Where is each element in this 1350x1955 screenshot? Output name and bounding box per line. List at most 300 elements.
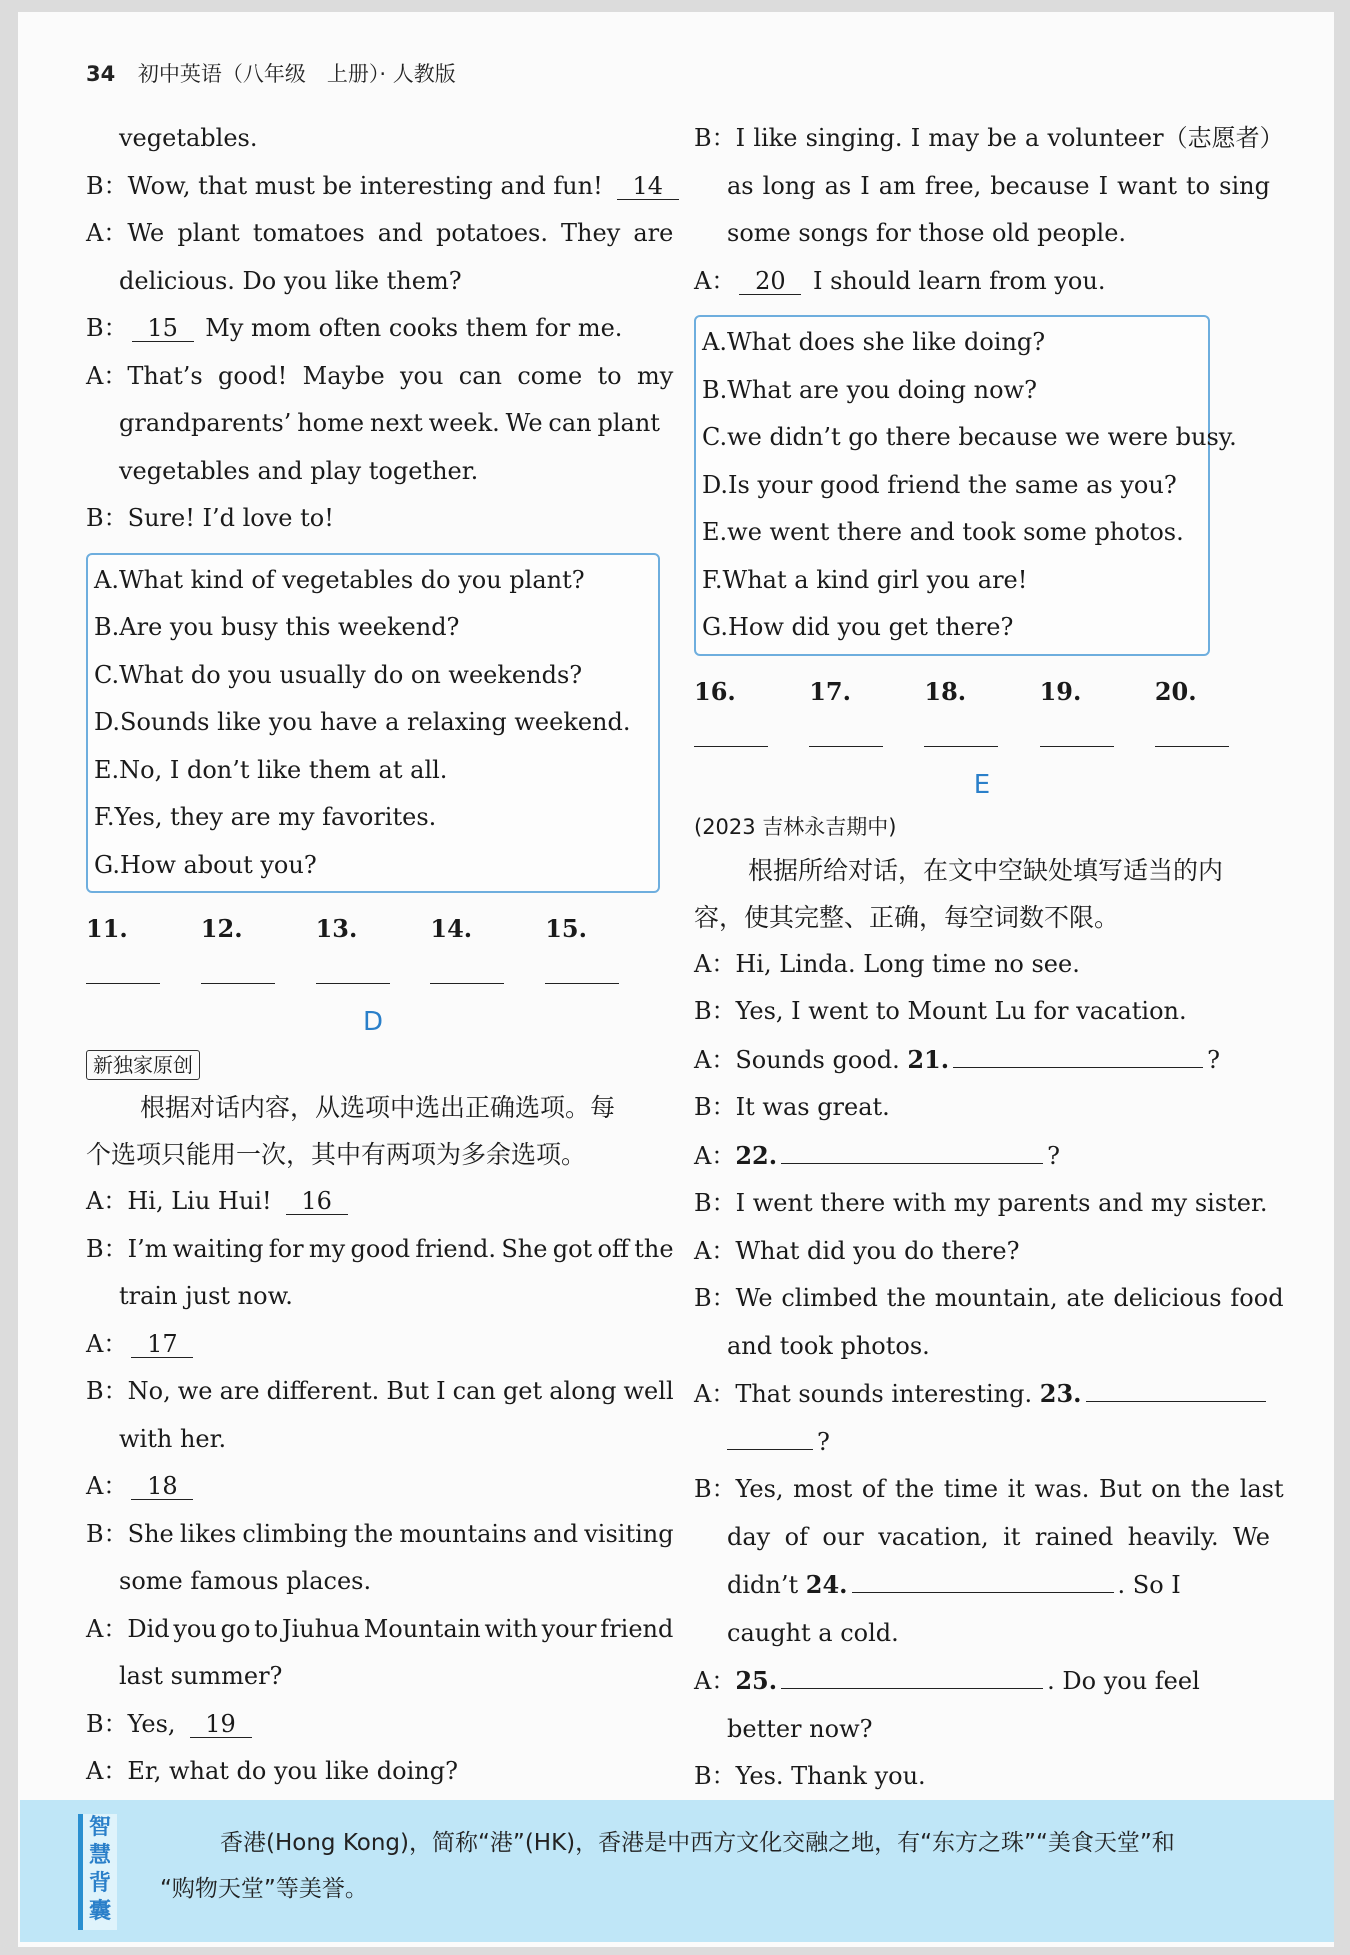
word: to <box>597 361 622 390</box>
speaker-label: B： <box>86 1234 128 1263</box>
fill-blank <box>781 1163 1043 1164</box>
word: We <box>1233 1522 1270 1551</box>
speaker-label: B： <box>86 171 128 200</box>
word: well <box>623 1377 674 1405</box>
word: waiting <box>172 1234 264 1263</box>
word: good <box>350 1234 411 1263</box>
word: because <box>990 171 1090 200</box>
options-box-d <box>694 315 1237 656</box>
word: vacation, <box>878 1522 989 1551</box>
word: come <box>517 361 583 390</box>
dialogue-line <box>694 1610 1270 1658</box>
answer-blank: 15 <box>132 315 194 342</box>
dialogue-text: didn’t <box>727 1571 806 1599</box>
word: can <box>452 1377 496 1405</box>
word: next <box>369 409 423 437</box>
word: heavily. <box>1127 1522 1219 1551</box>
dialogue-text: Er, what do you like doing? <box>127 1757 458 1785</box>
speaker-label: B： <box>694 124 736 152</box>
tip-line-2: “购物天堂”等美誉。 <box>160 1876 368 1902</box>
answer-line <box>1155 720 1229 747</box>
word: like <box>753 124 798 152</box>
dialogue-line <box>694 1419 1270 1467</box>
speaker-label: B： <box>694 1284 736 1312</box>
answer-blank: 16 <box>286 1188 348 1215</box>
book-title: 初中英语（八年级 上册）· 人教版 <box>137 62 456 86</box>
word: day <box>727 1522 771 1551</box>
dialogue-text: and took photos. <box>727 1331 930 1360</box>
dialogue-line <box>86 1368 674 1416</box>
dialogue-line <box>694 1323 1270 1371</box>
speaker-label: B： <box>694 1093 736 1121</box>
answer-slot <box>430 905 545 1000</box>
word: plant <box>177 219 240 247</box>
word: for <box>268 1234 304 1263</box>
fill-blank-continued <box>727 1449 813 1450</box>
line-tail: ? <box>817 1427 830 1456</box>
word: of <box>784 1522 808 1551</box>
answer-line <box>809 720 883 747</box>
page-header <box>86 58 456 88</box>
word: home <box>297 409 365 437</box>
dialogue-c-tail <box>86 115 674 543</box>
speaker-label: B： <box>86 1377 128 1405</box>
dialogue-line <box>694 115 1284 163</box>
dialogue-text: Yes, I went to Mount Lu for vacation. <box>735 997 1187 1025</box>
word: and <box>532 1519 579 1548</box>
word: long <box>762 171 816 200</box>
answer-blank: 14 <box>617 173 679 200</box>
option-item: A.What kind of vegetables do you plant? <box>94 565 585 594</box>
word: got <box>552 1234 593 1263</box>
original-tag: 新独家原创 <box>86 1050 200 1080</box>
tip-footer <box>20 1800 1334 1942</box>
word: potatoes. <box>435 219 548 247</box>
dialogue-text: Hi, Liu Hui! <box>127 1187 272 1215</box>
dialogue-text <box>127 1606 673 1654</box>
dialogue-line <box>86 1416 660 1464</box>
word: tomatoes <box>252 219 365 247</box>
dialogue-text: last summer? <box>119 1662 283 1690</box>
dialogue-line <box>694 1561 1270 1610</box>
word: visiting <box>584 1519 674 1548</box>
option-item: E.No, I don’t like them at all. <box>94 755 448 784</box>
word: friend <box>600 1614 674 1643</box>
word: week. <box>428 409 500 437</box>
word: may <box>928 124 980 152</box>
dialogue-text: I went there with my parents and my sister. <box>735 1189 1268 1217</box>
dialogue-line <box>694 1753 1270 1801</box>
dialogue-text: That sounds interesting. <box>735 1380 1040 1408</box>
answer-number: 20. <box>1154 676 1197 706</box>
dialogue-text <box>128 1368 674 1416</box>
word: singing. <box>805 124 903 152</box>
dialogue-text: better now? <box>727 1714 873 1743</box>
dialogue-line <box>86 210 674 258</box>
fill-blank <box>781 1688 1043 1689</box>
word: I <box>910 124 921 152</box>
word: as <box>824 171 852 200</box>
dialogue-line <box>86 1606 674 1654</box>
dialogue-line <box>86 1463 660 1511</box>
dialogue-line <box>694 258 1270 306</box>
word: time <box>943 1475 999 1503</box>
word: That’s <box>127 361 203 390</box>
word: Yes, <box>735 1475 784 1503</box>
dialogue-line <box>86 1653 660 1701</box>
section-d-instruction-1: 根据对话内容，从选项中选出正确选项。每 <box>140 1093 616 1122</box>
dialogue-text <box>727 1514 1270 1562</box>
section-d-letter: D <box>362 1007 384 1037</box>
speaker-label: A： <box>86 1472 128 1500</box>
line-tail: ? <box>1047 1141 1060 1170</box>
option-item: B.Are you busy this weekend? <box>94 613 460 641</box>
dialogue-text: vegetables and play together. <box>119 456 479 485</box>
word: the <box>353 1519 394 1548</box>
answer-slot <box>1155 668 1270 763</box>
dialogue-line <box>86 305 660 353</box>
speaker-label: A： <box>694 949 736 978</box>
word: friend. <box>415 1234 497 1263</box>
dialogue-line <box>694 941 1270 989</box>
dialogue-line <box>694 1180 1270 1228</box>
dialogue-line <box>86 163 663 211</box>
source-note: (2023 吉林永吉期中) <box>694 814 897 839</box>
tip-badge: 智慧背囊 <box>78 1814 117 1930</box>
word: climbing <box>242 1519 348 1548</box>
answer-blanks-d <box>694 668 1270 763</box>
speaker-label: A： <box>694 1667 736 1695</box>
dialogue-text: Sure! I’d love to! <box>127 504 334 532</box>
dialogue-line <box>694 1084 1270 1132</box>
word: free, <box>924 171 982 200</box>
word: off <box>597 1234 629 1263</box>
word: I <box>1098 171 1109 200</box>
speaker-label: B： <box>86 1709 128 1738</box>
word: can <box>458 361 503 390</box>
question-number: 25. <box>735 1666 778 1695</box>
dialogue-line <box>86 1701 660 1749</box>
question-number: 23. <box>1039 1379 1082 1408</box>
dialogue-text <box>119 400 660 448</box>
option-item: D.Is your good friend the same as you? <box>702 470 1177 499</box>
word: rained <box>1034 1522 1114 1551</box>
speaker-label: A： <box>694 1236 736 1265</box>
word: mountain, <box>934 1284 1058 1312</box>
dialogue-line <box>86 353 674 401</box>
option-item: G.How about you? <box>94 850 317 879</box>
word: your <box>541 1614 597 1643</box>
dialogue-line <box>694 1370 1270 1419</box>
option-item: D.Sounds like you have a relaxing weekend. <box>94 708 631 736</box>
dialogue-line <box>86 448 660 496</box>
dialogue-text: vegetables. <box>119 124 258 152</box>
dialogue-text <box>127 210 673 258</box>
dialogue-line <box>86 1321 660 1369</box>
answer-slot <box>694 668 809 763</box>
dialogue-line <box>694 1466 1284 1514</box>
answer-line <box>545 957 619 984</box>
dialogue-d <box>86 1178 674 1796</box>
question-number: 24. <box>805 1570 848 1599</box>
answer-blank: 20 <box>739 268 801 295</box>
answer-slot <box>201 905 316 1000</box>
dialogue-line <box>86 1558 660 1606</box>
answer-line <box>86 957 160 984</box>
word: We <box>505 409 543 437</box>
dialogue-line <box>86 400 660 448</box>
option-item: C.What do you usually do on weekends? <box>94 660 583 689</box>
word: as <box>727 171 754 200</box>
answer-line <box>201 957 275 984</box>
options-box-c <box>86 553 660 894</box>
dialogue-text: What did you do there? <box>735 1236 1020 1265</box>
word: a <box>1024 124 1040 152</box>
line-tail: . So I <box>1117 1571 1181 1599</box>
tip-text <box>160 1820 1300 1912</box>
dialogue-text: train just now. <box>119 1282 293 1310</box>
answer-line <box>1040 720 1114 747</box>
dialogue-text <box>128 1226 674 1274</box>
answer-number: 11. <box>86 914 128 943</box>
dialogue-line <box>694 1275 1284 1323</box>
word: my <box>636 361 674 390</box>
answer-slot <box>924 668 1039 763</box>
word: But <box>386 1377 430 1405</box>
answer-blank: 18 <box>131 1473 193 1500</box>
word: I <box>436 1377 446 1405</box>
word: was. <box>1034 1475 1090 1503</box>
speaker-label: B： <box>694 1762 736 1790</box>
word: plant <box>597 409 660 437</box>
dialogue-line <box>694 163 1270 211</box>
word: to <box>1186 171 1211 200</box>
page-number: 34 <box>86 62 116 86</box>
word: with <box>484 1614 538 1643</box>
answer-line <box>316 957 390 984</box>
dialogue-e <box>694 941 1284 1801</box>
answer-slot <box>1040 668 1155 763</box>
speaker-label: A： <box>86 361 128 390</box>
dialogue-text: It was great. <box>735 1093 890 1121</box>
answer-line <box>694 720 768 747</box>
option-item: C.we didn’t go there because we were busy. <box>702 423 1237 451</box>
word: grandparents’ <box>119 409 292 437</box>
answer-slot <box>86 905 201 1000</box>
word: We <box>127 219 165 247</box>
dialogue-line <box>86 1273 660 1321</box>
word: and <box>377 219 423 247</box>
fill-blank <box>953 1067 1203 1068</box>
dialogue-line <box>86 495 660 543</box>
word: sing <box>1219 171 1270 200</box>
word: mountains <box>399 1519 527 1548</box>
word: But <box>1098 1475 1142 1503</box>
word: I’m <box>127 1234 168 1263</box>
word: They <box>561 219 621 247</box>
word: volunteer（志愿者） <box>1047 124 1284 152</box>
dialogue-text: Yes, <box>127 1709 176 1738</box>
word: the <box>886 1284 926 1312</box>
dialogue-line <box>694 1657 1270 1706</box>
speaker-label: A： <box>694 1380 736 1408</box>
word: No, <box>127 1377 171 1405</box>
dialogue-text: Wow, that must be interesting and fun! <box>127 171 603 200</box>
dialogue-text: some famous places. <box>119 1567 372 1595</box>
answer-number: 14. <box>430 914 473 943</box>
word: We <box>735 1284 773 1312</box>
answer-number: 12. <box>200 914 243 943</box>
fill-blank <box>1086 1401 1266 1402</box>
option-item: F.Yes, they are my favorites. <box>94 803 437 831</box>
word: ate <box>1066 1284 1105 1312</box>
word: be <box>987 124 1017 152</box>
answer-blank: 17 <box>131 1331 193 1358</box>
section-e-letter: E <box>973 769 991 800</box>
option-item: G.How did you get there? <box>702 613 1014 641</box>
answer-slot <box>545 905 660 1000</box>
word: to <box>254 1614 279 1643</box>
word: go <box>220 1614 251 1643</box>
dialogue-line <box>86 1511 674 1559</box>
word: Did <box>127 1614 170 1643</box>
dialogue-line <box>86 1178 660 1226</box>
word: want <box>1117 171 1178 200</box>
word: along <box>549 1377 617 1405</box>
word: last <box>1239 1475 1284 1503</box>
word: can <box>548 409 592 437</box>
word: are <box>633 219 674 247</box>
section-e-instruction-1: 根据所给对话，在文中空缺处填写适当的内 <box>748 855 1224 885</box>
question-number: 21. <box>907 1044 950 1074</box>
word: my <box>308 1234 346 1263</box>
speaker-label: B： <box>86 314 128 342</box>
word: delicious <box>1113 1284 1222 1312</box>
word: of <box>861 1475 886 1503</box>
option-item: F.What a kind girl you are! <box>702 565 1028 594</box>
dialogue-text <box>127 353 673 401</box>
tip-line-1: 香港(Hong Kong)，简称“港”(HK)，香港是中西方文化交融之地，有“东方之珠”“美食天堂”和 <box>220 1830 1175 1856</box>
dialogue-text: I should learn from you. <box>805 266 1106 295</box>
speaker-label: A： <box>86 1614 128 1643</box>
word: good! <box>218 361 288 390</box>
speaker-label: B： <box>694 1475 736 1503</box>
speaker-label: A： <box>86 219 128 247</box>
question-number: 22. <box>735 1140 778 1170</box>
dialogue-line <box>86 1748 660 1796</box>
word: different. <box>266 1377 380 1405</box>
word: it <box>1007 1475 1025 1503</box>
word: am <box>878 171 916 200</box>
word: Mountain <box>363 1614 481 1643</box>
word: Maybe <box>302 361 385 390</box>
line-tail: ? <box>1207 1045 1220 1074</box>
speaker-label: B： <box>694 997 736 1025</box>
answer-line <box>924 720 998 747</box>
word: we <box>177 1377 213 1405</box>
answer-blank: 19 <box>190 1711 252 1738</box>
dialogue-text <box>736 115 1284 163</box>
answer-number: 15. <box>545 914 587 943</box>
word: you <box>400 361 444 390</box>
dialogue-line <box>694 1036 1270 1085</box>
section-d-instruction-2: 个选项只能用一次，其中有两项为多余选项。 <box>86 1140 587 1169</box>
word: She <box>501 1234 548 1263</box>
answer-blanks-c <box>86 905 660 1000</box>
option-item: B.What are you doing now? <box>702 375 1037 404</box>
dialogue-line <box>694 1706 1270 1754</box>
speaker-label: A： <box>86 1187 128 1215</box>
speaker-label: A： <box>86 1329 128 1358</box>
dialogue-line <box>694 210 1270 258</box>
dialogue-text: Yes. Thank you. <box>735 1762 926 1790</box>
word: are <box>219 1377 260 1405</box>
word: Jiuhua <box>282 1614 360 1643</box>
speaker-label: B： <box>86 504 128 532</box>
word: food <box>1230 1284 1284 1312</box>
line-tail: . Do you feel <box>1047 1667 1200 1695</box>
word: the <box>634 1234 674 1263</box>
word: climbed <box>781 1284 878 1312</box>
answer-number: 16. <box>694 676 736 706</box>
dialogue-text: My mom often cooks them for me. <box>197 314 623 342</box>
dialogue-line <box>694 1132 1270 1181</box>
right-column <box>694 115 1284 1801</box>
word: the <box>894 1475 935 1503</box>
word: the <box>1190 1475 1231 1503</box>
word: I <box>735 124 746 152</box>
speaker-label: A： <box>86 1757 128 1785</box>
dialogue-text: Hi, Linda. Long time no see. <box>735 949 1080 978</box>
dialogue-line <box>86 1226 674 1274</box>
dialogue-line <box>86 115 660 163</box>
word: our <box>822 1522 864 1551</box>
speaker-label: A： <box>694 1141 736 1170</box>
answer-number: 18. <box>924 676 967 706</box>
answer-number: 17. <box>809 676 851 706</box>
word: on <box>1151 1475 1182 1503</box>
word: She <box>127 1519 174 1548</box>
speaker-label: A： <box>694 266 736 295</box>
answer-number: 13. <box>315 914 358 943</box>
option-item: E.we went there and took some photos. <box>702 518 1184 546</box>
word: get <box>502 1377 543 1405</box>
dialogue-d-tail <box>694 115 1284 305</box>
dialogue-text <box>736 1275 1284 1323</box>
word: you <box>173 1614 217 1643</box>
dialogue-text: delicious. Do you like them? <box>119 266 462 295</box>
answer-line <box>430 957 504 984</box>
word: I <box>860 171 870 200</box>
option-item: A.What does she like doing? <box>702 328 1046 356</box>
word: most <box>793 1475 853 1503</box>
dialogue-text: Sounds good. <box>735 1045 908 1074</box>
dialogue-text: caught a cold. <box>727 1618 899 1647</box>
speaker-label: B： <box>86 1519 128 1548</box>
answer-slot <box>809 668 924 763</box>
dialogue-text <box>727 163 1270 211</box>
fill-blank <box>852 1592 1114 1593</box>
dialogue-text: with her. <box>119 1424 227 1453</box>
dialogue-line <box>694 1514 1270 1562</box>
dialogue-text: some songs for those old people. <box>727 219 1127 247</box>
speaker-label: B： <box>694 1189 736 1217</box>
word: it <box>1003 1522 1021 1551</box>
dialogue-line <box>86 258 660 306</box>
dialogue-text <box>128 1511 674 1559</box>
dialogue-line <box>694 1228 1270 1276</box>
word: likes <box>179 1519 237 1548</box>
